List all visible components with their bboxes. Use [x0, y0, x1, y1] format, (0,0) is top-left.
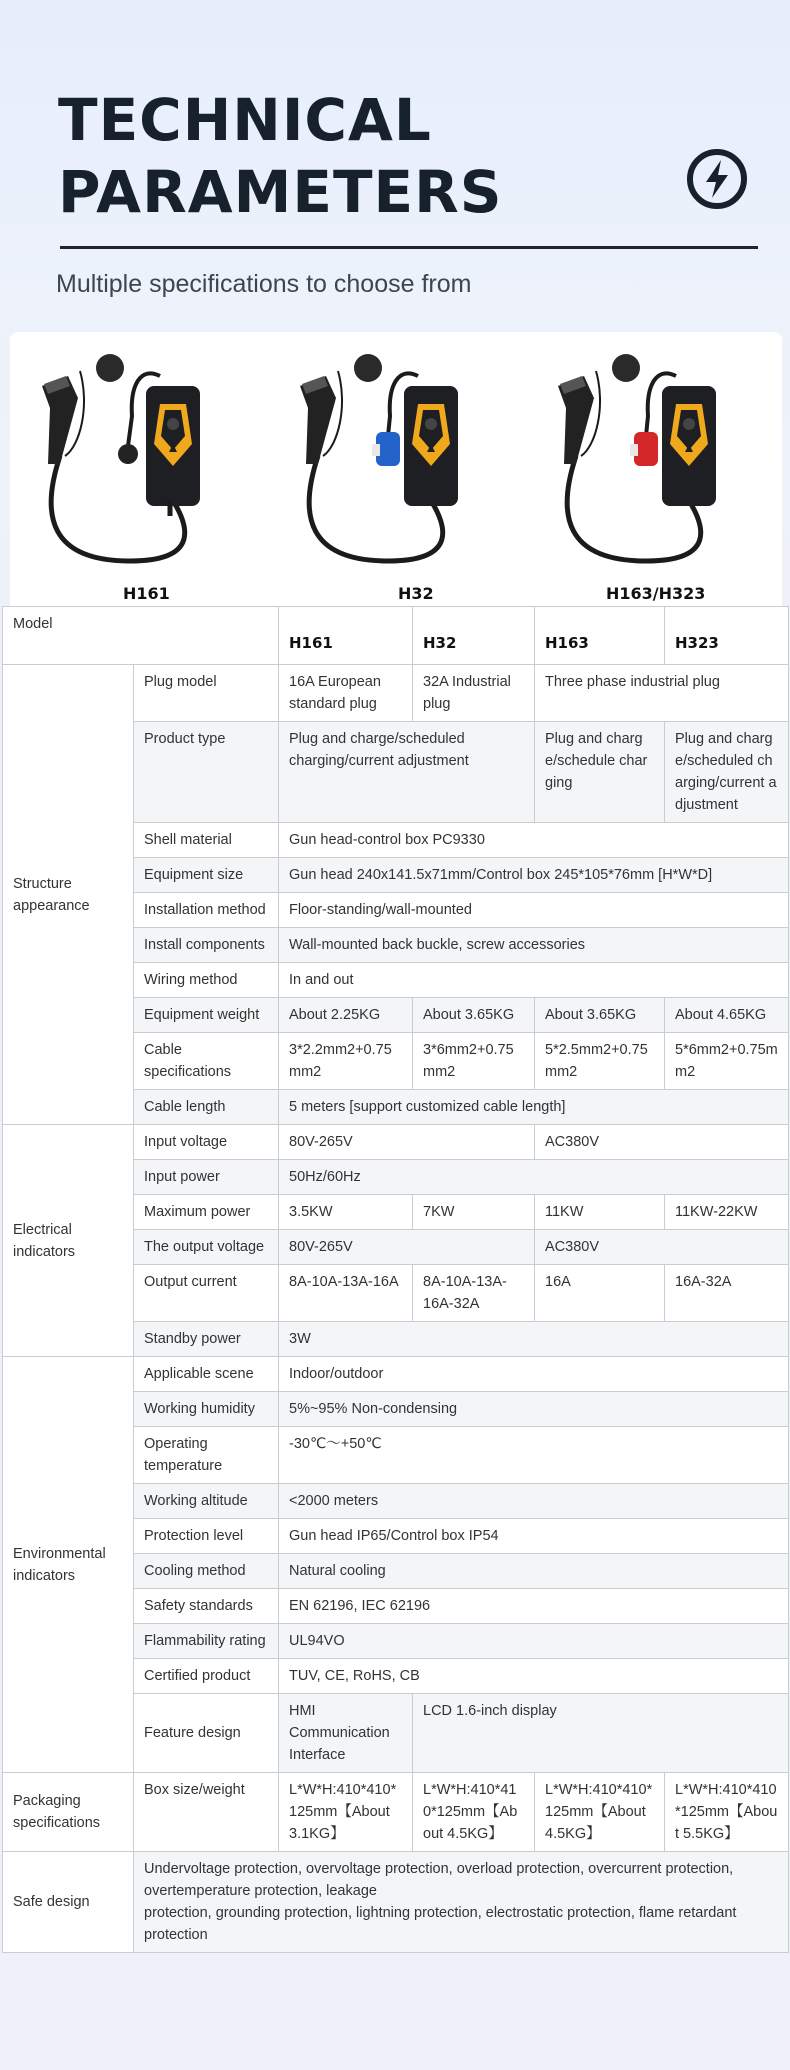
table-row	[3, 665, 789, 722]
row-key: Applicable scene	[134, 1357, 279, 1392]
cell-value: 3W	[279, 1322, 789, 1357]
cell-value: Plug and charge/schedule charging	[535, 722, 665, 823]
cell-value: About 2.25KG	[279, 998, 413, 1033]
cell-value: 3*6mm2+0.75mm2	[413, 1033, 535, 1090]
cell-value: 3*2.2mm2+0.75mm2	[279, 1033, 413, 1090]
cell-value: <2000 meters	[279, 1484, 789, 1519]
title-line-2: PARAMETERS	[58, 158, 503, 226]
category-electrical: Electrical indicators	[3, 1125, 134, 1357]
row-key: Standby power	[134, 1322, 279, 1357]
cell-value: 7KW	[413, 1195, 535, 1230]
row-key: Wiring method	[134, 963, 279, 998]
page-title	[58, 84, 503, 228]
cell-value: 32A Industrial plug	[413, 665, 535, 722]
product-label: H161	[123, 584, 170, 603]
row-key: Input voltage	[134, 1125, 279, 1160]
cell-value: L*W*H:410*410*125mm【About 4.5KG】	[413, 1773, 535, 1852]
cell-value: Gun head-control box PC9330	[279, 823, 789, 858]
row-key: Protection level	[134, 1519, 279, 1554]
cell-value: AC380V	[535, 1230, 789, 1265]
cell-value: In and out	[279, 963, 789, 998]
title-line-1: TECHNICAL	[58, 86, 432, 154]
product-gallery	[10, 332, 782, 606]
cell-value: L*W*H:410*410*125mm【About 4.5KG】	[535, 1773, 665, 1852]
row-key: Product type	[134, 722, 279, 823]
cell-value: Gun head 240x141.5x71mm/Control box 245*105*76mm [H*W*D]	[279, 858, 789, 893]
product-h163-h323	[526, 332, 781, 606]
col-header-h323: H323	[665, 607, 789, 665]
table-header-row	[3, 607, 789, 665]
row-key: Plug model	[134, 665, 279, 722]
cell-value: 11KW	[535, 1195, 665, 1230]
product-label: H32	[398, 584, 434, 603]
spec-table	[2, 606, 789, 1953]
cell-value: TUV, CE, RoHS, CB	[279, 1659, 789, 1694]
charger-image-h32	[278, 346, 518, 578]
row-key: Cooling method	[134, 1554, 279, 1589]
table-row	[3, 1125, 789, 1160]
row-key: Install components	[134, 928, 279, 963]
cell-value: Three phase industrial plug	[535, 665, 789, 722]
cell-value: 80V-265V	[279, 1125, 535, 1160]
cell-value: AC380V	[535, 1125, 789, 1160]
row-key: The output voltage	[134, 1230, 279, 1265]
row-key: Cable length	[134, 1090, 279, 1125]
cell-value: L*W*H:410*410*125mm【About 5.5KG】	[665, 1773, 789, 1852]
model-label: Model	[3, 607, 279, 665]
row-key: Certified product	[134, 1659, 279, 1694]
cell-value: 80V-265V	[279, 1230, 535, 1265]
cell-value: About 3.65KG	[413, 998, 535, 1033]
cell-value: Plug and charge/scheduled charging/current adjustment	[665, 722, 789, 823]
row-key: Equipment weight	[134, 998, 279, 1033]
cell-value: Plug and charge/scheduled charging/current adjustment	[279, 722, 535, 823]
row-key: Input power	[134, 1160, 279, 1195]
cell-value: 50Hz/60Hz	[279, 1160, 789, 1195]
col-header-h32: H32	[413, 607, 535, 665]
charger-image-h161	[20, 346, 260, 578]
cell-value: 3.5KW	[279, 1195, 413, 1230]
row-key: Flammability rating	[134, 1624, 279, 1659]
cell-value: Gun head IP65/Control box IP54	[279, 1519, 789, 1554]
header-section	[0, 0, 790, 330]
category-packaging: Packaging specifications	[3, 1773, 134, 1852]
row-key: Working humidity	[134, 1392, 279, 1427]
cell-value: 5*6mm2+0.75mm2	[665, 1033, 789, 1090]
row-key: Operating temperature	[134, 1427, 279, 1484]
row-key: HMI Communication Interface	[279, 1694, 413, 1773]
row-key: Box size/weight	[134, 1773, 279, 1852]
table-row	[3, 1852, 789, 1953]
table-row	[3, 1357, 789, 1392]
row-key: Shell material	[134, 823, 279, 858]
row-key: Working altitude	[134, 1484, 279, 1519]
cell-value: UL94VO	[279, 1624, 789, 1659]
category-feature: Feature design	[134, 1694, 279, 1773]
cell-value: 8A-10A-13A-16A-32A	[413, 1265, 535, 1322]
cell-value: -30℃～+50℃	[279, 1427, 789, 1484]
cell-value: Natural cooling	[279, 1554, 789, 1589]
cell-value: 8A-10A-13A-16A	[279, 1265, 413, 1322]
header-divider	[60, 246, 758, 249]
product-h161	[10, 332, 265, 606]
cell-value: EN 62196, IEC 62196	[279, 1589, 789, 1624]
col-header-h163: H163	[535, 607, 665, 665]
safe-design-line-1: Undervoltage protection, overvoltage protection, overload protection, overcurrent protection, overtemperature protection, leakage	[144, 1861, 734, 1899]
cell-value: Floor-standing/wall-mounted	[279, 893, 789, 928]
cell-value: 5 meters [support customized cable length]	[279, 1090, 789, 1125]
category-safe: Safe design	[3, 1852, 134, 1953]
cell-value: 5*2.5mm2+0.75mm2	[535, 1033, 665, 1090]
col-header-h161: H161	[279, 607, 413, 665]
row-key: Installation method	[134, 893, 279, 928]
cell-value: LCD 1.6-inch display	[413, 1694, 789, 1773]
cell-value: About 4.65KG	[665, 998, 789, 1033]
cell-value: Wall-mounted back buckle, screw accessories	[279, 928, 789, 963]
cell-value: About 3.65KG	[535, 998, 665, 1033]
product-h32	[268, 332, 523, 606]
table-row	[3, 1773, 789, 1852]
cell-value: L*W*H:410*410*125mm【About 3.1KG】	[279, 1773, 413, 1852]
cell-value	[134, 1852, 789, 1953]
page-subtitle: Multiple specifications to choose from	[56, 270, 472, 298]
row-key: Cable specifications	[134, 1033, 279, 1090]
cell-value: Indoor/outdoor	[279, 1357, 789, 1392]
row-key: Equipment size	[134, 858, 279, 893]
charger-image-h163-h323	[536, 346, 776, 578]
row-key: Output current	[134, 1265, 279, 1322]
row-key: Safety standards	[134, 1589, 279, 1624]
category-structure: Structure appearance	[3, 665, 134, 1125]
product-label: H163/H323	[606, 584, 706, 603]
cell-value: 16A	[535, 1265, 665, 1322]
cell-value: 11KW-22KW	[665, 1195, 789, 1230]
cell-value: 16A European standard plug	[279, 665, 413, 722]
category-environmental: Environmental indicators	[3, 1357, 134, 1773]
cell-value: 5%~95% Non-condensing	[279, 1392, 789, 1427]
lightning-bolt-icon	[686, 148, 748, 210]
cell-value: 16A-32A	[665, 1265, 789, 1322]
safe-design-line-2: protection, grounding protection, lightning protection, electrostatic protection, flame retardant protection	[144, 1905, 737, 1943]
row-key: Maximum power	[134, 1195, 279, 1230]
